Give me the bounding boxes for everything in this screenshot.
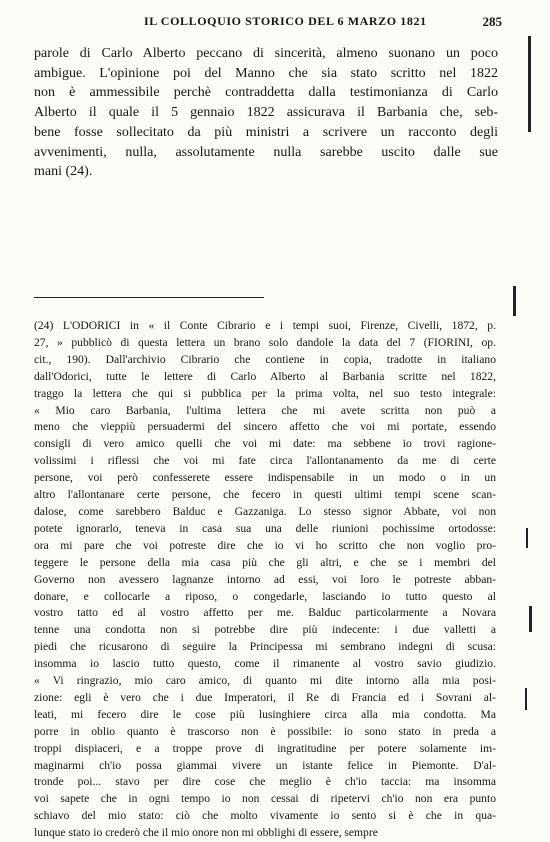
footnote-line: 27, » pubblicò di questa lettera un brano solo dandole la data del 7 (FIORINI, op.	[34, 335, 496, 349]
footnote-line: potete ignorarlo, teneva in casa sua una delle riunioni pochissime ortodosse:	[34, 521, 496, 535]
footnote-line: insomma io lascio tutto questo, come il rimanente al vostro savio giudizio.	[34, 657, 496, 671]
main-text-line: bene fosse sollecitato da più ministri a scrivere un racconto degli	[34, 124, 498, 140]
running-head: IL COLLOQUIO STORICO DEL 6 MARZO 1821	[144, 14, 427, 28]
footnote-line: persone, voi però confesserete essere indispensabile in un modo o in un	[34, 471, 496, 485]
footnote-separator	[34, 297, 264, 298]
page-header	[34, 14, 502, 36]
footnote-line: traggo la lettera che qui si pubblica per la prima volta, nel suo testo integrale:	[34, 386, 496, 400]
page-number: 285	[482, 14, 502, 29]
main-text-line: avvenimenti, nulla, assolutamente nulla sarebbe uscito dalle sue	[34, 144, 498, 160]
footnote-line: meno che vieppiù persuadermi del sincero affetto che voi mi portate, essendo	[34, 420, 496, 434]
footnote-line: vostro tatto ed al vostro affetto per me. Balduc particolarmente a Novara	[34, 606, 496, 620]
scan-edge-mark	[529, 606, 532, 632]
footnote-line: zione: egli è vero che i due Imperatori, il Re di Francia ed i Sovrani al-	[34, 690, 496, 704]
footnote-line: tenne una condotta non si potrebbe dire più indecente: i due valletti a	[34, 623, 496, 637]
scan-edge-mark	[528, 36, 531, 132]
footnote-line: dall'Odorici, tutte le lettere di Carlo Alberto al Barbania scritte nel 1822,	[34, 369, 496, 383]
footnote-line: « Mio caro Barbania, l'ultima lettera che mi avete scritta non può a	[34, 403, 496, 417]
main-text-line: parole di Carlo Alberto peccano di sincerità, almeno suonano un poco	[34, 46, 498, 61]
footnote-line: voi sapete che in ogni tempo io non cessai di ripetervi ch'io non era punto	[34, 792, 496, 806]
main-text-line: non è ammessibile perchè contraddetta dalla testimonianza di Carlo	[34, 85, 498, 101]
footnote-block	[34, 318, 496, 842]
footnote-line: (24) L'ODORICI in « il Conte Cibrario e i tempi suoi, Firenze, Civelli, 1872, p.	[34, 319, 496, 332]
footnote-line: cit., 190). Dall'archivio Cibrario che contiene in copia, tradotte in italiano	[34, 352, 496, 366]
main-text-line: Alberto il quale il 5 gennaio 1822 assicurava il Barbania che, seb-	[34, 105, 498, 121]
footnote-line: piedi che ricusarono di seguire la Principessa mi sembrano indegni di scusa:	[34, 640, 496, 654]
footnote-line: « Vi ringrazio, mio caro amico, di quanto mi dite intorno alla mia posi-	[34, 674, 496, 688]
footnote-line: maginarmi ch'io possa giammai vivere un istante felice in Piemonte. D'al-	[34, 758, 496, 772]
main-text-line: mani (24).	[34, 164, 93, 180]
scan-edge-mark	[525, 688, 527, 710]
footnote-line: porre in oblio quanto è trascorso non è possibile: io sono stato in preda a	[34, 724, 496, 738]
main-text-line: ambigue. L'opinione poi del Manno che sia stato scritto nel 1822	[34, 65, 498, 81]
scan-edge-mark	[513, 286, 516, 316]
footnote-line: donare, e collocarle a riposo, o congedarle, lasciando io tutto questo al	[34, 589, 496, 603]
footnote-line: consigli di vero amico quelli che voi mi date: ma sebbene io trovi ragione-	[34, 437, 496, 451]
footnote-line: altro l'allontanare certe persone, che fecero in questi ultimi tempi scene scan-	[34, 488, 496, 502]
footnote-line: Governo non avessero lagnanze intorno ad essi, voi loro le potreste abban-	[34, 572, 496, 586]
footnote-line: leati, mi fecero dire le cose più lusinghiere circa alla mia condotta. Ma	[34, 707, 496, 721]
footnote-line: tronde poi... stavo per dire cose che meglio è ch'io taccia: ma insomma	[34, 775, 496, 789]
footnote-line: dalose, come sarebbero Balduc e Gazzaniga. Lo stesso signor Abbate, voi non	[34, 504, 496, 518]
footnote-line: volissimi i riflessi che voi mi fate circa l'allontanamento da me di certe	[34, 454, 496, 468]
footnote-line: teggere le persone della mia casa più che gli altri, e che se i membri del	[34, 555, 496, 569]
footnote-line: lunque stato io crederò che il mio onore non mi obblighi di essere, sempre	[34, 826, 378, 840]
scan-edge-mark	[526, 528, 528, 548]
footnote-line: ora mi pare che voi potreste dire che io vi ho scritto che non voglio pro-	[34, 538, 496, 552]
footnote-line: schiavo del mio stato: ciò che molto vivamente io sento si è che in qua-	[34, 809, 496, 823]
main-text-block	[34, 44, 498, 182]
footnote-line: troppi dispiaceri, e a troppe prove di ingratitudine per potere solamente im-	[34, 741, 496, 755]
